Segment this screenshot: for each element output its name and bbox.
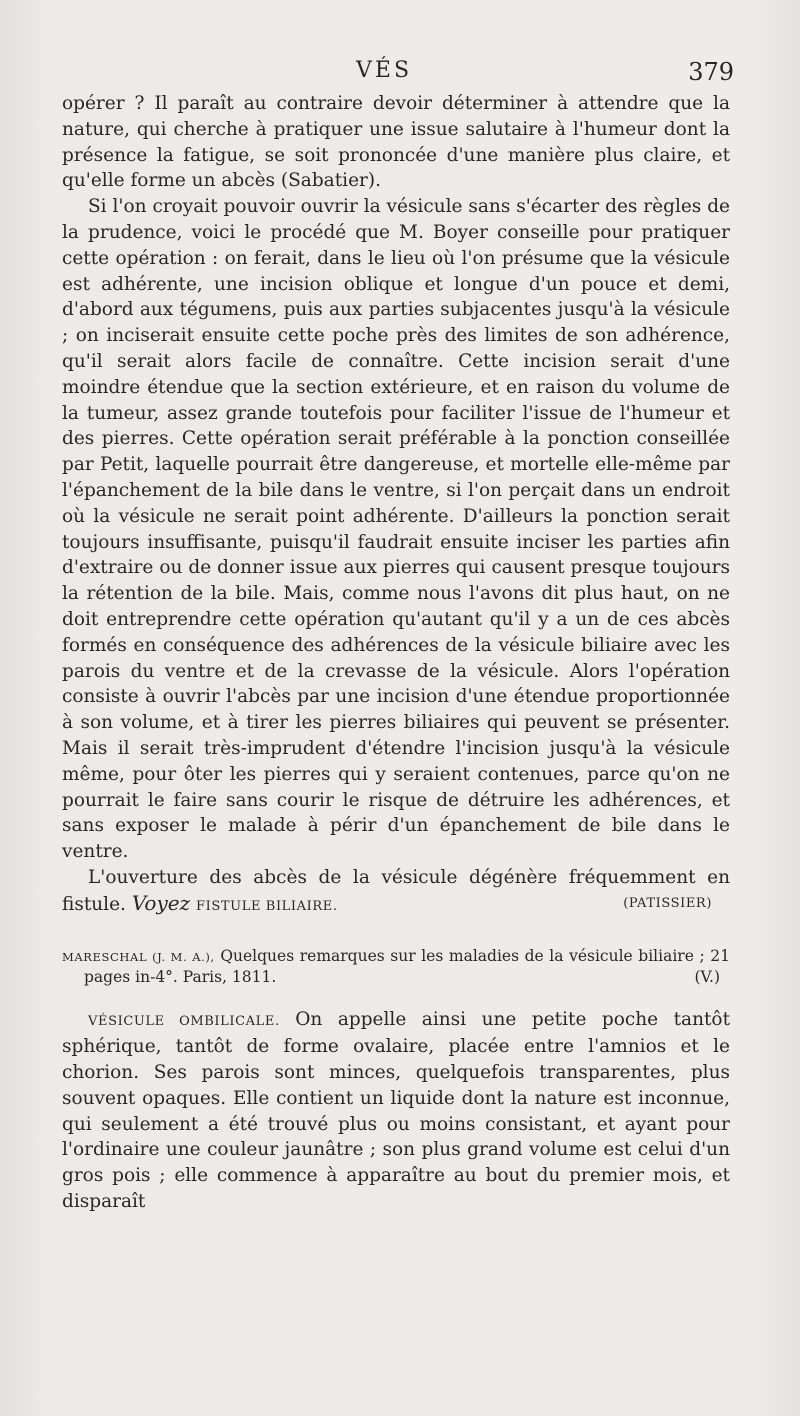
paragraph-boyer-procedure: Si l'on croyait pouvoir ouvrir la vésicule sans s'écarter des règles de la prudence, voici le procédé que M. Boyer conseille pour pratiquer cette opération : on ferait, dans le lieu où l'on présume que la vésicule est adhérente, une incision oblique et longue d'un pouce et demi, d'abord aux tégumens, puis aux parties subjacentes jusqu'à la vésicule ; on inciserait ensuite cette poche près des limites de son adhérence, qu'il serait alors facile de connaître. Cette incision serait d'une moindre étendue que la section extérieure, et en raison du volume de la tumeur, assez grande toutefois pour faciliter l'issue de l'humeur et des pierres. Cette opération serait préférable à la ponction conseillée par Petit, laquelle pourrait être dangereuse, et mortelle elle-même par l'épanchement de la bile dans le ventre, si l'on perçait dans un endroit où la vésicule ne serait point adhérente. D'ailleurs la ponction serait toujours insuffisante, puisqu'il faudrait ensuite inciser les parties afin d'extraire ou de donner issue aux pierres qui causent presque toujours la rétention de la bile. Mais, comme nous l'avons dit plus haut, on ne doit entreprendre cette opération qu'autant qu'il y a un de ces abcès formés en conséquence des adhérences de la vésicule biliaire avec les parois du ventre et de la crevasse de la vésicule. Alors l'opération consiste à ouvrir l'abcès par une incision d'une étendue proportionnée à son volume, et à tirer les pierres biliaires qui peuvent se présenter. Mais il serait très-imprudent d'étendre l'incision jusqu'à la vésicule même, pour ôter les pierres qui y seraient contenues, parce qu'on ne pourrait le faire sans courir le risque de détruire les adhérences, et sans exposer le malade à périr d'un épanchement de bile dans le ventre. [62,196,730,863]
bibliography-entry [62,946,730,987]
paragraph-fistule [62,865,730,920]
head-word: VÉS [356,58,413,83]
body-text [62,91,730,1215]
cross-reference: FISTULE BILIAIRE. [196,898,338,914]
voyez-word: Voyez [131,890,191,915]
bibliography-sign: (V.) [694,967,720,986]
running-header [0,58,800,90]
fistule-text: L'ouverture des abcès de la vésicule dégénère fréquemment en fistule. [62,866,730,915]
entry-text: On appelle ainsi une petite poche tantôt sphérique, tantôt de forme ovalaire, placée entre l'amnios et le chorion. Ses parois sont minces, quelquefois transparentes, plus souvent opaques. Elle contient un liquide dont la nature est inconnue, qui seulement a été trouvé plus ou moins consistant, et ayant pour l'ordinaire une couleur jaunâtre ; son plus grand volume est celui d'un gros pois ; elle commence à apparaître au bout du premier mois, et disparaît [62,1008,730,1213]
paragraph-continuation: opérer ? Il paraît au contraire devoir déterminer à attendre que la nature, qui cherche à pratiquer une issue salutaire à l'humeur dont la présence la fatigue, se soit prononcée d'une manière plus claire, et qu'elle forme un abcès (Sabatier). [62,93,730,192]
bibliography-author: MARESCHAL (J. M. A.), [62,949,215,964]
entry-term: VÉSICULE OMBILICALE. [88,1013,280,1029]
author-signature: (PATISSIER) [623,895,712,911]
bibliography-text: Quelques remarques sur les maladies de la vésicule biliaire ; 21 pages in-4°. Paris, 1811. [84,946,730,986]
page-number: 379 [688,58,734,86]
entry-vesicule-ombilicale [62,1007,730,1215]
